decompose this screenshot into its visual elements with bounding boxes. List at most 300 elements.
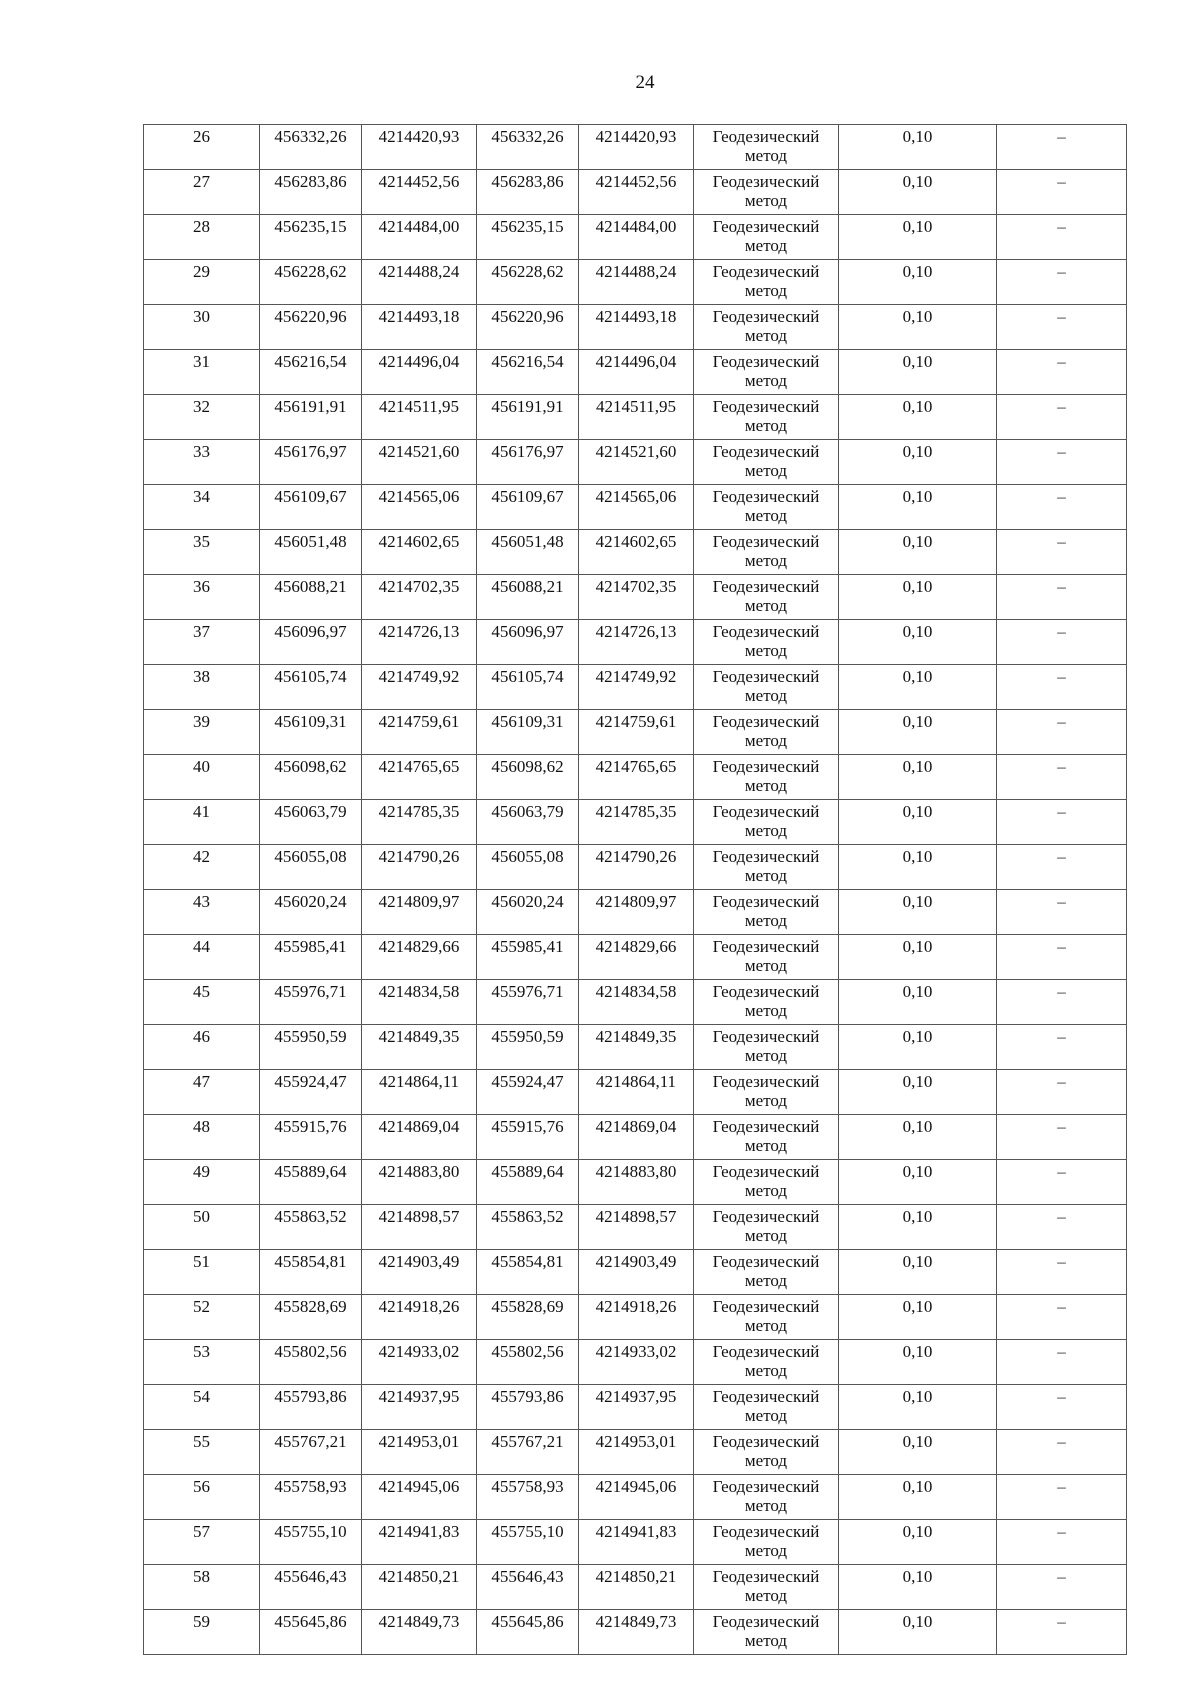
- description-cell: –: [997, 1340, 1127, 1385]
- description-cell: –: [997, 1610, 1127, 1655]
- table-row: [144, 1025, 1127, 1070]
- table-row: [144, 980, 1127, 1025]
- table-row: [144, 1610, 1127, 1655]
- accuracy-cell: 0,10: [839, 395, 997, 440]
- description-cell: –: [997, 1070, 1127, 1115]
- table-row: [144, 710, 1127, 755]
- y-new-cell: 4214785,35: [579, 800, 694, 845]
- y-existing-cell: 4214898,57: [362, 1205, 477, 1250]
- method-cell: Геодезический метод: [694, 215, 839, 260]
- description-cell: –: [997, 1205, 1127, 1250]
- table-row: [144, 440, 1127, 485]
- accuracy-cell: 0,10: [839, 845, 997, 890]
- x-existing-cell: 455985,41: [260, 935, 362, 980]
- point-number-cell: 30: [144, 305, 260, 350]
- x-existing-cell: 456176,97: [260, 440, 362, 485]
- point-number-cell: 42: [144, 845, 260, 890]
- y-existing-cell: 4214484,00: [362, 215, 477, 260]
- y-existing-cell: 4214834,58: [362, 980, 477, 1025]
- table-row: [144, 1475, 1127, 1520]
- description-cell: –: [997, 1520, 1127, 1565]
- y-new-cell: 4214941,83: [579, 1520, 694, 1565]
- x-existing-cell: 456051,48: [260, 530, 362, 575]
- description-cell: –: [997, 575, 1127, 620]
- x-new-cell: 455976,71: [477, 980, 579, 1025]
- accuracy-cell: 0,10: [839, 1070, 997, 1115]
- method-cell: Геодезический метод: [694, 1115, 839, 1160]
- method-cell: Геодезический метод: [694, 1385, 839, 1430]
- table-row: [144, 620, 1127, 665]
- x-existing-cell: 456096,97: [260, 620, 362, 665]
- y-existing-cell: 4214869,04: [362, 1115, 477, 1160]
- point-number-cell: 41: [144, 800, 260, 845]
- x-existing-cell: 455793,86: [260, 1385, 362, 1430]
- y-new-cell: 4214726,13: [579, 620, 694, 665]
- x-existing-cell: 455802,56: [260, 1340, 362, 1385]
- x-existing-cell: 455976,71: [260, 980, 362, 1025]
- method-cell: Геодезический метод: [694, 1160, 839, 1205]
- y-new-cell: 4214452,56: [579, 170, 694, 215]
- description-cell: –: [997, 710, 1127, 755]
- point-number-cell: 38: [144, 665, 260, 710]
- method-cell: Геодезический метод: [694, 1070, 839, 1115]
- accuracy-cell: 0,10: [839, 350, 997, 395]
- y-existing-cell: 4214864,11: [362, 1070, 477, 1115]
- point-number-cell: 53: [144, 1340, 260, 1385]
- x-existing-cell: 456105,74: [260, 665, 362, 710]
- accuracy-cell: 0,10: [839, 125, 997, 170]
- method-cell: Геодезический метод: [694, 755, 839, 800]
- method-cell: Геодезический метод: [694, 935, 839, 980]
- y-existing-cell: 4214790,26: [362, 845, 477, 890]
- method-cell: Геодезический метод: [694, 125, 839, 170]
- table-row: [144, 215, 1127, 260]
- y-existing-cell: 4214849,35: [362, 1025, 477, 1070]
- method-cell: Геодезический метод: [694, 710, 839, 755]
- method-cell: Геодезический метод: [694, 665, 839, 710]
- y-existing-cell: 4214759,61: [362, 710, 477, 755]
- method-cell: Геодезический метод: [694, 260, 839, 305]
- accuracy-cell: 0,10: [839, 710, 997, 755]
- y-new-cell: 4214933,02: [579, 1340, 694, 1385]
- x-new-cell: 456109,31: [477, 710, 579, 755]
- x-existing-cell: 455863,52: [260, 1205, 362, 1250]
- point-number-cell: 29: [144, 260, 260, 305]
- y-existing-cell: 4214749,92: [362, 665, 477, 710]
- method-cell: Геодезический метод: [694, 530, 839, 575]
- x-new-cell: 455915,76: [477, 1115, 579, 1160]
- point-number-cell: 51: [144, 1250, 260, 1295]
- table-row: [144, 1430, 1127, 1475]
- y-new-cell: 4214869,04: [579, 1115, 694, 1160]
- accuracy-cell: 0,10: [839, 1295, 997, 1340]
- table-row: [144, 800, 1127, 845]
- table-row: [144, 395, 1127, 440]
- x-existing-cell: 456332,26: [260, 125, 362, 170]
- y-new-cell: 4214937,95: [579, 1385, 694, 1430]
- x-existing-cell: 455915,76: [260, 1115, 362, 1160]
- accuracy-cell: 0,10: [839, 440, 997, 485]
- x-new-cell: 455863,52: [477, 1205, 579, 1250]
- point-number-cell: 33: [144, 440, 260, 485]
- x-new-cell: 455828,69: [477, 1295, 579, 1340]
- x-existing-cell: 455755,10: [260, 1520, 362, 1565]
- table-row: [144, 1295, 1127, 1340]
- accuracy-cell: 0,10: [839, 980, 997, 1025]
- point-number-cell: 26: [144, 125, 260, 170]
- description-cell: –: [997, 530, 1127, 575]
- x-new-cell: 455950,59: [477, 1025, 579, 1070]
- table-row: [144, 1340, 1127, 1385]
- description-cell: –: [997, 755, 1127, 800]
- x-new-cell: 456220,96: [477, 305, 579, 350]
- description-cell: –: [997, 350, 1127, 395]
- accuracy-cell: 0,10: [839, 890, 997, 935]
- method-cell: Геодезический метод: [694, 485, 839, 530]
- y-new-cell: 4214493,18: [579, 305, 694, 350]
- x-new-cell: 456063,79: [477, 800, 579, 845]
- y-new-cell: 4214849,35: [579, 1025, 694, 1070]
- x-new-cell: 456051,48: [477, 530, 579, 575]
- method-cell: Геодезический метод: [694, 170, 839, 215]
- x-existing-cell: 456063,79: [260, 800, 362, 845]
- point-number-cell: 57: [144, 1520, 260, 1565]
- y-new-cell: 4214850,21: [579, 1565, 694, 1610]
- y-existing-cell: 4214849,73: [362, 1610, 477, 1655]
- description-cell: –: [997, 935, 1127, 980]
- y-existing-cell: 4214829,66: [362, 935, 477, 980]
- accuracy-cell: 0,10: [839, 620, 997, 665]
- y-existing-cell: 4214809,97: [362, 890, 477, 935]
- x-new-cell: 456055,08: [477, 845, 579, 890]
- point-number-cell: 48: [144, 1115, 260, 1160]
- x-existing-cell: 456216,54: [260, 350, 362, 395]
- accuracy-cell: 0,10: [839, 1160, 997, 1205]
- y-new-cell: 4214420,93: [579, 125, 694, 170]
- point-number-cell: 59: [144, 1610, 260, 1655]
- y-existing-cell: 4214726,13: [362, 620, 477, 665]
- point-number-cell: 31: [144, 350, 260, 395]
- point-number-cell: 52: [144, 1295, 260, 1340]
- y-existing-cell: 4214765,65: [362, 755, 477, 800]
- description-cell: –: [997, 980, 1127, 1025]
- x-existing-cell: 455950,59: [260, 1025, 362, 1070]
- y-existing-cell: 4214602,65: [362, 530, 477, 575]
- point-number-cell: 50: [144, 1205, 260, 1250]
- description-cell: –: [997, 1250, 1127, 1295]
- y-new-cell: 4214496,04: [579, 350, 694, 395]
- point-number-cell: 43: [144, 890, 260, 935]
- y-existing-cell: 4214565,06: [362, 485, 477, 530]
- x-existing-cell: 455854,81: [260, 1250, 362, 1295]
- x-existing-cell: 455645,86: [260, 1610, 362, 1655]
- accuracy-cell: 0,10: [839, 665, 997, 710]
- description-cell: –: [997, 485, 1127, 530]
- y-existing-cell: 4214488,24: [362, 260, 477, 305]
- y-existing-cell: 4214937,95: [362, 1385, 477, 1430]
- point-number-cell: 40: [144, 755, 260, 800]
- description-cell: –: [997, 440, 1127, 485]
- y-existing-cell: 4214702,35: [362, 575, 477, 620]
- x-existing-cell: 456088,21: [260, 575, 362, 620]
- method-cell: Геодезический метод: [694, 1430, 839, 1475]
- x-new-cell: 455889,64: [477, 1160, 579, 1205]
- point-number-cell: 55: [144, 1430, 260, 1475]
- accuracy-cell: 0,10: [839, 215, 997, 260]
- table-row: [144, 1565, 1127, 1610]
- method-cell: Геодезический метод: [694, 440, 839, 485]
- table-row: [144, 665, 1127, 710]
- accuracy-cell: 0,10: [839, 305, 997, 350]
- x-existing-cell: 455828,69: [260, 1295, 362, 1340]
- table-row: [144, 845, 1127, 890]
- accuracy-cell: 0,10: [839, 1610, 997, 1655]
- description-cell: –: [997, 170, 1127, 215]
- x-existing-cell: 455924,47: [260, 1070, 362, 1115]
- x-new-cell: 456105,74: [477, 665, 579, 710]
- y-new-cell: 4214702,35: [579, 575, 694, 620]
- accuracy-cell: 0,10: [839, 170, 997, 215]
- y-existing-cell: 4214521,60: [362, 440, 477, 485]
- method-cell: Геодезический метод: [694, 395, 839, 440]
- point-number-cell: 36: [144, 575, 260, 620]
- y-new-cell: 4214602,65: [579, 530, 694, 575]
- y-new-cell: 4214903,49: [579, 1250, 694, 1295]
- accuracy-cell: 0,10: [839, 575, 997, 620]
- y-new-cell: 4214953,01: [579, 1430, 694, 1475]
- x-new-cell: 456228,62: [477, 260, 579, 305]
- point-number-cell: 58: [144, 1565, 260, 1610]
- point-number-cell: 35: [144, 530, 260, 575]
- accuracy-cell: 0,10: [839, 1475, 997, 1520]
- x-new-cell: 456191,91: [477, 395, 579, 440]
- description-cell: –: [997, 1115, 1127, 1160]
- x-existing-cell: 456109,67: [260, 485, 362, 530]
- y-existing-cell: 4214850,21: [362, 1565, 477, 1610]
- method-cell: Геодезический метод: [694, 1565, 839, 1610]
- table-row: [144, 575, 1127, 620]
- y-existing-cell: 4214953,01: [362, 1430, 477, 1475]
- method-cell: Геодезический метод: [694, 350, 839, 395]
- accuracy-cell: 0,10: [839, 800, 997, 845]
- accuracy-cell: 0,10: [839, 1205, 997, 1250]
- accuracy-cell: 0,10: [839, 755, 997, 800]
- x-existing-cell: 456235,15: [260, 215, 362, 260]
- y-new-cell: 4214790,26: [579, 845, 694, 890]
- description-cell: –: [997, 845, 1127, 890]
- description-cell: –: [997, 1160, 1127, 1205]
- accuracy-cell: 0,10: [839, 1520, 997, 1565]
- x-new-cell: 456216,54: [477, 350, 579, 395]
- table-row: [144, 530, 1127, 575]
- method-cell: Геодезический метод: [694, 890, 839, 935]
- point-number-cell: 46: [144, 1025, 260, 1070]
- x-existing-cell: 456191,91: [260, 395, 362, 440]
- point-number-cell: 47: [144, 1070, 260, 1115]
- method-cell: Геодезический метод: [694, 980, 839, 1025]
- y-new-cell: 4214829,66: [579, 935, 694, 980]
- method-cell: Геодезический метод: [694, 1520, 839, 1565]
- x-new-cell: 455854,81: [477, 1250, 579, 1295]
- point-number-cell: 37: [144, 620, 260, 665]
- description-cell: –: [997, 305, 1127, 350]
- description-cell: –: [997, 1565, 1127, 1610]
- point-number-cell: 39: [144, 710, 260, 755]
- x-new-cell: 456332,26: [477, 125, 579, 170]
- x-existing-cell: 456220,96: [260, 305, 362, 350]
- table-row: [144, 260, 1127, 305]
- y-new-cell: 4214488,24: [579, 260, 694, 305]
- x-existing-cell: 456109,31: [260, 710, 362, 755]
- method-cell: Геодезический метод: [694, 845, 839, 890]
- method-cell: Геодезический метод: [694, 1250, 839, 1295]
- description-cell: –: [997, 1475, 1127, 1520]
- x-existing-cell: 455889,64: [260, 1160, 362, 1205]
- accuracy-cell: 0,10: [839, 1115, 997, 1160]
- y-existing-cell: 4214452,56: [362, 170, 477, 215]
- x-new-cell: 456096,97: [477, 620, 579, 665]
- table-row: [144, 890, 1127, 935]
- point-number-cell: 49: [144, 1160, 260, 1205]
- x-existing-cell: 455767,21: [260, 1430, 362, 1475]
- point-number-cell: 56: [144, 1475, 260, 1520]
- x-new-cell: 455924,47: [477, 1070, 579, 1115]
- point-number-cell: 27: [144, 170, 260, 215]
- table-row: [144, 1250, 1127, 1295]
- y-existing-cell: 4214883,80: [362, 1160, 477, 1205]
- table-row: [144, 305, 1127, 350]
- x-existing-cell: 456098,62: [260, 755, 362, 800]
- coordinates-table: [143, 124, 1127, 1655]
- table-row: [144, 755, 1127, 800]
- method-cell: Геодезический метод: [694, 305, 839, 350]
- x-new-cell: 455645,86: [477, 1610, 579, 1655]
- table-row: [144, 1115, 1127, 1160]
- x-new-cell: 456176,97: [477, 440, 579, 485]
- method-cell: Геодезический метод: [694, 1295, 839, 1340]
- y-existing-cell: 4214496,04: [362, 350, 477, 395]
- page-number: 24: [635, 72, 655, 93]
- description-cell: –: [997, 800, 1127, 845]
- accuracy-cell: 0,10: [839, 1430, 997, 1475]
- method-cell: Геодезический метод: [694, 1205, 839, 1250]
- y-new-cell: 4214945,06: [579, 1475, 694, 1520]
- y-existing-cell: 4214941,83: [362, 1520, 477, 1565]
- x-existing-cell: 455646,43: [260, 1565, 362, 1610]
- x-new-cell: 455755,10: [477, 1520, 579, 1565]
- y-existing-cell: 4214918,26: [362, 1295, 477, 1340]
- y-new-cell: 4214898,57: [579, 1205, 694, 1250]
- method-cell: Геодезический метод: [694, 800, 839, 845]
- x-new-cell: 456235,15: [477, 215, 579, 260]
- y-existing-cell: 4214785,35: [362, 800, 477, 845]
- y-existing-cell: 4214933,02: [362, 1340, 477, 1385]
- x-new-cell: 456109,67: [477, 485, 579, 530]
- table-row: [144, 1520, 1127, 1565]
- x-new-cell: 455985,41: [477, 935, 579, 980]
- description-cell: –: [997, 1430, 1127, 1475]
- description-cell: –: [997, 1295, 1127, 1340]
- x-new-cell: 455793,86: [477, 1385, 579, 1430]
- x-new-cell: 456088,21: [477, 575, 579, 620]
- y-new-cell: 4214759,61: [579, 710, 694, 755]
- method-cell: Геодезический метод: [694, 1340, 839, 1385]
- method-cell: Геодезический метод: [694, 1475, 839, 1520]
- point-number-cell: 45: [144, 980, 260, 1025]
- accuracy-cell: 0,10: [839, 260, 997, 305]
- method-cell: Геодезический метод: [694, 1025, 839, 1070]
- x-new-cell: 455767,21: [477, 1430, 579, 1475]
- table-row: [144, 935, 1127, 980]
- x-existing-cell: 456283,86: [260, 170, 362, 215]
- description-cell: –: [997, 1025, 1127, 1070]
- y-new-cell: 4214864,11: [579, 1070, 694, 1115]
- description-cell: –: [997, 395, 1127, 440]
- y-new-cell: 4214511,95: [579, 395, 694, 440]
- y-new-cell: 4214883,80: [579, 1160, 694, 1205]
- method-cell: Геодезический метод: [694, 620, 839, 665]
- method-cell: Геодезический метод: [694, 1610, 839, 1655]
- accuracy-cell: 0,10: [839, 530, 997, 575]
- coordinates-table-body: [144, 125, 1127, 1655]
- x-existing-cell: 456228,62: [260, 260, 362, 305]
- table-row: [144, 1385, 1127, 1430]
- y-existing-cell: 4214945,06: [362, 1475, 477, 1520]
- description-cell: –: [997, 620, 1127, 665]
- y-existing-cell: 4214903,49: [362, 1250, 477, 1295]
- accuracy-cell: 0,10: [839, 935, 997, 980]
- y-new-cell: 4214849,73: [579, 1610, 694, 1655]
- x-new-cell: 455802,56: [477, 1340, 579, 1385]
- x-existing-cell: 456055,08: [260, 845, 362, 890]
- table-row: [144, 1160, 1127, 1205]
- y-new-cell: 4214765,65: [579, 755, 694, 800]
- y-new-cell: 4214918,26: [579, 1295, 694, 1340]
- y-new-cell: 4214834,58: [579, 980, 694, 1025]
- x-new-cell: 456020,24: [477, 890, 579, 935]
- point-number-cell: 32: [144, 395, 260, 440]
- x-existing-cell: 455758,93: [260, 1475, 362, 1520]
- point-number-cell: 28: [144, 215, 260, 260]
- point-number-cell: 44: [144, 935, 260, 980]
- table-row: [144, 125, 1127, 170]
- table-row: [144, 170, 1127, 215]
- x-existing-cell: 456020,24: [260, 890, 362, 935]
- x-new-cell: 456098,62: [477, 755, 579, 800]
- description-cell: –: [997, 215, 1127, 260]
- table-row: [144, 1070, 1127, 1115]
- accuracy-cell: 0,10: [839, 1385, 997, 1430]
- accuracy-cell: 0,10: [839, 1340, 997, 1385]
- table-row: [144, 1205, 1127, 1250]
- y-existing-cell: 4214511,95: [362, 395, 477, 440]
- description-cell: –: [997, 665, 1127, 710]
- y-existing-cell: 4214420,93: [362, 125, 477, 170]
- x-new-cell: 455646,43: [477, 1565, 579, 1610]
- description-cell: –: [997, 890, 1127, 935]
- method-cell: Геодезический метод: [694, 575, 839, 620]
- description-cell: –: [997, 125, 1127, 170]
- table-row: [144, 350, 1127, 395]
- description-cell: –: [997, 1385, 1127, 1430]
- y-new-cell: 4214484,00: [579, 215, 694, 260]
- description-cell: –: [997, 260, 1127, 305]
- y-existing-cell: 4214493,18: [362, 305, 477, 350]
- accuracy-cell: 0,10: [839, 1250, 997, 1295]
- y-new-cell: 4214521,60: [579, 440, 694, 485]
- point-number-cell: 54: [144, 1385, 260, 1430]
- table-row: [144, 485, 1127, 530]
